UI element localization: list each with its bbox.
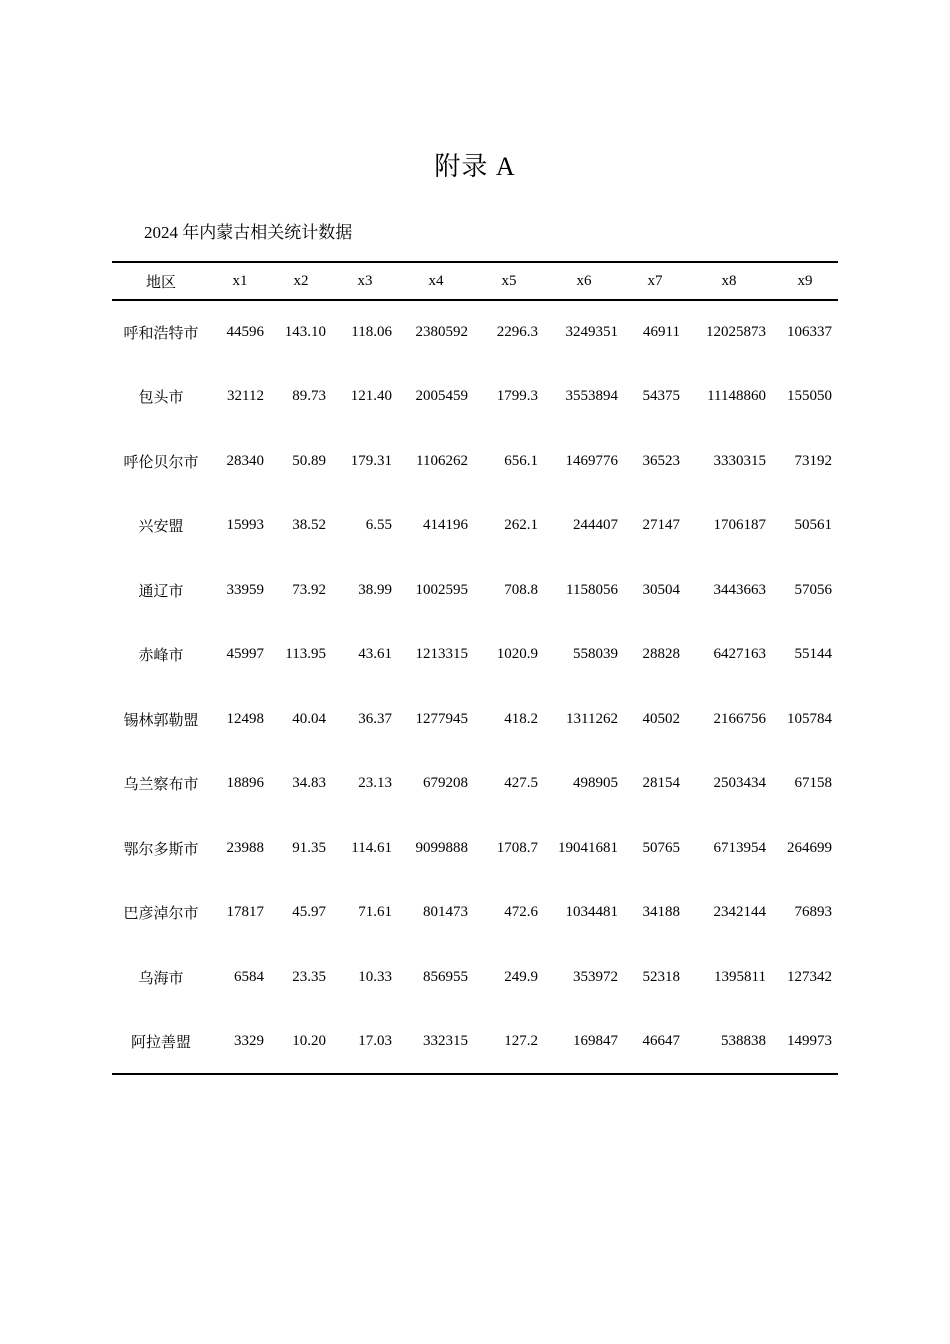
value-cell-x4: 2380592 <box>415 324 468 341</box>
value-cell-x8: 11148860 <box>707 388 766 405</box>
region-name-cell: 锡林郭勒盟 <box>123 712 199 729</box>
value-cell-x9: 55144 <box>794 646 832 663</box>
value-cell-x2: 91.35 <box>292 839 326 856</box>
value-cell-x4: 1106262 <box>416 452 468 469</box>
value-cell-x7: 27147 <box>642 517 680 534</box>
value-cell-x6: 1469776 <box>565 452 618 469</box>
value-cell-x4: 1213315 <box>415 646 468 663</box>
value-cell-x7: 50765 <box>642 839 680 856</box>
value-cell-x4: 801473 <box>423 904 468 921</box>
value-cell-x6: 19041681 <box>558 839 618 856</box>
value-cell-x8: 2342144 <box>713 904 766 921</box>
table-row <box>112 752 838 817</box>
value-cell-x9: 67158 <box>794 775 832 792</box>
column-header-x2: x2 <box>293 272 309 289</box>
column-header-x5: x5 <box>501 272 517 289</box>
value-cell-x4: 9099888 <box>415 839 468 856</box>
region-name-cell: 鄂尔多斯市 <box>123 841 199 858</box>
region-name-cell: 赤峰市 <box>138 648 184 665</box>
value-cell-x8: 1706187 <box>713 517 766 534</box>
value-cell-x1: 18896 <box>226 775 264 792</box>
value-cell-x2: 40.04 <box>292 710 326 727</box>
value-cell-x5: 2296.3 <box>496 324 538 341</box>
value-cell-x9: 76893 <box>794 904 832 921</box>
table-row <box>112 300 838 365</box>
value-cell-x6: 498905 <box>573 775 618 792</box>
value-cell-x5: 418.2 <box>504 710 538 727</box>
region-name-cell: 兴安盟 <box>138 519 184 536</box>
value-cell-x9: 264699 <box>787 839 832 856</box>
value-cell-x9: 155050 <box>787 388 832 405</box>
table-row <box>112 623 838 688</box>
value-cell-x2: 45.97 <box>292 904 326 921</box>
value-cell-x3: 121.40 <box>350 388 392 405</box>
value-cell-x8: 6427163 <box>713 646 766 663</box>
value-cell-x2: 34.83 <box>292 775 326 792</box>
value-cell-x3: 36.37 <box>358 710 392 727</box>
value-cell-x1: 33959 <box>226 581 264 598</box>
table-row <box>112 558 838 623</box>
value-cell-x8: 2503434 <box>713 775 766 792</box>
table-row <box>112 494 838 559</box>
column-header-x9: x9 <box>797 272 813 289</box>
value-cell-x2: 38.52 <box>292 517 326 534</box>
value-cell-x8: 2166756 <box>713 710 766 727</box>
value-cell-x3: 17.03 <box>358 1032 392 1049</box>
value-cell-x1: 3329 <box>234 1032 264 1049</box>
header-row <box>112 262 838 300</box>
table-row <box>112 429 838 494</box>
value-cell-x6: 1034481 <box>565 904 618 921</box>
region-name-cell: 乌兰察布市 <box>123 777 199 794</box>
value-cell-x7: 36523 <box>642 452 680 469</box>
value-cell-x5: 1799.3 <box>496 388 538 405</box>
value-cell-x2: 50.89 <box>292 452 326 469</box>
value-cell-x3: 114.61 <box>351 839 392 856</box>
value-cell-x6: 353972 <box>573 968 618 985</box>
value-cell-x7: 34188 <box>642 904 680 921</box>
value-cell-x5: 262.1 <box>504 517 538 534</box>
value-cell-x3: 6.55 <box>365 517 392 534</box>
value-cell-x9: 50561 <box>794 517 832 534</box>
value-cell-x9: 105784 <box>787 710 832 727</box>
value-cell-x6: 1311262 <box>566 710 618 727</box>
value-cell-x3: 10.33 <box>358 968 392 985</box>
table-row <box>112 1010 838 1075</box>
value-cell-x2: 143.10 <box>284 324 326 341</box>
column-header-x1: x1 <box>232 272 248 289</box>
column-header-region: 地区 <box>145 274 176 291</box>
value-cell-x6: 244407 <box>573 517 618 534</box>
value-cell-x5: 249.9 <box>504 968 538 985</box>
value-cell-x3: 43.61 <box>358 646 392 663</box>
column-header-x7: x7 <box>647 272 663 289</box>
value-cell-x3: 23.13 <box>358 775 392 792</box>
region-name-cell: 乌海市 <box>138 970 184 987</box>
table-header <box>112 262 838 300</box>
value-cell-x5: 127.2 <box>504 1032 538 1049</box>
value-cell-x3: 118.06 <box>351 324 392 341</box>
value-cell-x7: 52318 <box>642 968 680 985</box>
value-cell-x7: 28828 <box>642 646 680 663</box>
value-cell-x6: 3553894 <box>565 388 618 405</box>
value-cell-x1: 28340 <box>226 452 264 469</box>
value-cell-x7: 30504 <box>642 581 680 598</box>
statistics-table-container <box>112 261 838 1075</box>
value-cell-x1: 17817 <box>226 904 264 921</box>
value-cell-x1: 32112 <box>227 388 264 405</box>
value-cell-x7: 28154 <box>642 775 680 792</box>
value-cell-x3: 38.99 <box>358 581 392 598</box>
column-header-x4: x4 <box>428 272 444 289</box>
value-cell-x4: 679208 <box>423 775 468 792</box>
value-cell-x5: 1708.7 <box>496 839 538 856</box>
value-cell-x9: 149973 <box>787 1032 832 1049</box>
value-cell-x4: 856955 <box>423 968 468 985</box>
value-cell-x8: 3443663 <box>713 581 766 598</box>
region-name-cell: 巴彦淖尔市 <box>123 906 199 923</box>
value-cell-x4: 2005459 <box>415 388 468 405</box>
value-cell-x7: 40502 <box>642 710 680 727</box>
value-cell-x9: 73192 <box>794 452 832 469</box>
page-title: 附录 A <box>434 152 516 181</box>
value-cell-x5: 1020.9 <box>496 646 538 663</box>
value-cell-x2: 73.92 <box>292 581 326 598</box>
statistics-table <box>112 261 838 1075</box>
value-cell-x2: 89.73 <box>292 388 326 405</box>
value-cell-x5: 427.5 <box>504 775 538 792</box>
value-cell-x8: 3330315 <box>713 452 766 469</box>
value-cell-x9: 106337 <box>787 324 832 341</box>
table-row <box>112 365 838 430</box>
value-cell-x1: 6584 <box>234 968 264 985</box>
value-cell-x2: 113.95 <box>285 646 326 663</box>
value-cell-x7: 54375 <box>642 388 680 405</box>
value-cell-x8: 1395811 <box>714 968 766 985</box>
table-body <box>112 300 838 1074</box>
value-cell-x6: 558039 <box>573 646 618 663</box>
value-cell-x2: 23.35 <box>292 968 326 985</box>
value-cell-x1: 15993 <box>226 517 264 534</box>
value-cell-x6: 1158056 <box>566 581 618 598</box>
table-row <box>112 816 838 881</box>
table-row <box>112 881 838 946</box>
value-cell-x1: 44596 <box>226 324 264 341</box>
value-cell-x6: 169847 <box>573 1032 618 1049</box>
value-cell-x6: 3249351 <box>565 324 618 341</box>
region-name-cell: 呼伦贝尔市 <box>123 454 199 471</box>
table-caption: 2024 年内蒙古相关统计数据 <box>144 223 353 242</box>
value-cell-x9: 127342 <box>787 968 832 985</box>
value-cell-x8: 6713954 <box>713 839 766 856</box>
value-cell-x1: 45997 <box>226 646 264 663</box>
value-cell-x8: 12025873 <box>706 324 766 341</box>
value-cell-x7: 46911 <box>643 324 680 341</box>
region-name-cell: 阿拉善盟 <box>130 1034 191 1051</box>
region-name-cell: 通辽市 <box>138 583 184 600</box>
value-cell-x3: 179.31 <box>350 452 392 469</box>
value-cell-x5: 472.6 <box>504 904 538 921</box>
value-cell-x5: 656.1 <box>504 452 538 469</box>
value-cell-x4: 1002595 <box>415 581 468 598</box>
value-cell-x2: 10.20 <box>292 1032 326 1049</box>
value-cell-x7: 46647 <box>642 1032 680 1049</box>
value-cell-x9: 57056 <box>794 581 832 598</box>
value-cell-x4: 1277945 <box>415 710 468 727</box>
column-header-x6: x6 <box>576 272 592 289</box>
value-cell-x5: 708.8 <box>504 581 538 598</box>
table-row <box>112 945 838 1010</box>
table-row <box>112 687 838 752</box>
column-header-x8: x8 <box>721 272 737 289</box>
region-name-cell: 包头市 <box>138 390 184 407</box>
value-cell-x8: 538838 <box>721 1032 766 1049</box>
value-cell-x1: 12498 <box>226 710 264 727</box>
value-cell-x4: 414196 <box>423 517 468 534</box>
region-name-cell: 呼和浩特市 <box>123 326 199 343</box>
value-cell-x1: 23988 <box>226 839 264 856</box>
value-cell-x4: 332315 <box>423 1032 468 1049</box>
column-header-x3: x3 <box>357 272 373 289</box>
value-cell-x3: 71.61 <box>358 904 392 921</box>
